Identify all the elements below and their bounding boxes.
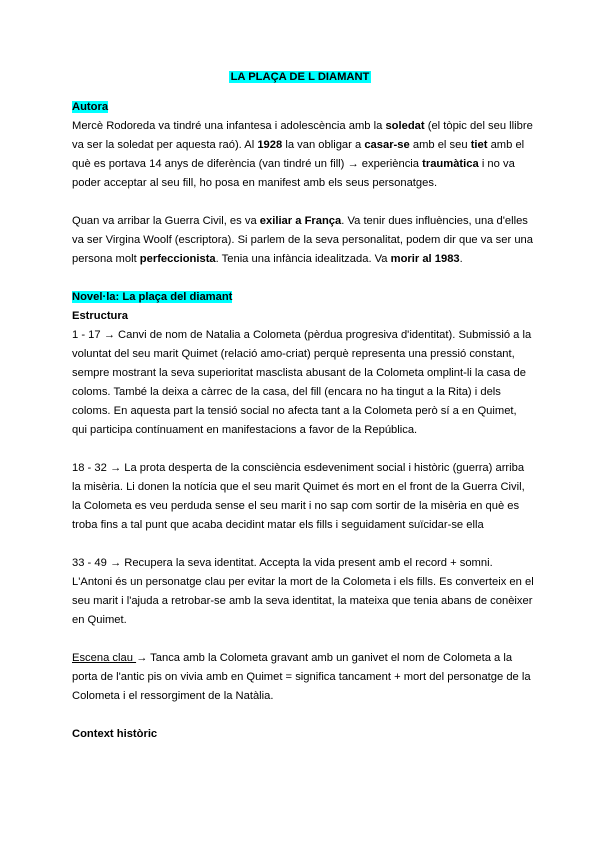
spacer [72, 440, 534, 459]
spacer [72, 193, 534, 212]
autora-paragraph-2 [72, 212, 534, 269]
bold-run: exiliar a França [259, 215, 342, 227]
spacer [72, 630, 534, 649]
bold-run: morir al 1983 [390, 253, 460, 265]
bold-run: tiet [470, 139, 488, 151]
structure-part-3: 33 - 49 → Recupera la seva identitat. Accepta la vida present amb el record + somni. L'Antoni és un personatge clau per evitar la mort de la Colometa i els fills. Es converteix en el seu marit i l'ajuda a retrobar-se amb la seva identitat, la mateixa que tenia abans de conèixer en Quimet. [72, 557, 534, 626]
section-heading-autora [72, 98, 534, 117]
text-run: i no va poder acceptar al seu fill, ho posa en manifest amb els seus personatges. [72, 158, 515, 189]
text-run: amb el seu [409, 139, 471, 151]
novella-heading-text: Novel·la: La plaça del diamant [72, 291, 233, 303]
document-title-text: LA PLAÇA DE L DIAMANT [230, 71, 370, 83]
text-run: Quan va arribar la Guerra Civil, es va [72, 215, 260, 227]
structure-part-2: 18 - 32 → La prota desperta de la consciència esdeveniment social i històric (guerra) arriba la misèria. Li donen la notícia que el seu marit Quimet és mort en el front de la Guerra Civil, la Colometa es veu perduda sense el seu marit i no sap com sortir de la misèria en què es troba fins a tal punt que acaba decidint matar els fills i seguidament suïcidar-se ella [72, 462, 525, 531]
bold-run: traumàtica [422, 158, 479, 170]
text-run: . Va tenir dues influències, una d'elles va ser Virgina Woolf (escriptora). Si parlem de la seva personalitat, podem dir que va ser una persona molt [72, 215, 533, 265]
section-heading-novella [72, 288, 534, 307]
text-run: Mercè Rodoreda va tindré una infantesa i adolescència amb la [72, 120, 386, 132]
autora-paragraph-1 [72, 117, 534, 193]
text-run: amb el què es portava 14 anys de diferència (van tindré un fill) → experiència [72, 139, 525, 170]
document-title [0, 68, 600, 87]
spacer [72, 535, 534, 554]
spacer [72, 269, 534, 288]
key-scene-label: Escena clau [72, 652, 137, 664]
bold-run: 1928 [257, 139, 283, 151]
text-run: . Tenia una infància idealitzada. Va [215, 253, 391, 265]
text-run: la van obligar a [282, 139, 365, 151]
bold-run: casar-se [364, 139, 410, 151]
key-scene-text: → Tanca amb la Colometa gravant amb un ganivet el nom de Colometa a la porta de l'antic pis on vivia amb en Quimet = significa tancament + mort del personatge de la Colometa i el ressorgiment de la Natàlia. [72, 652, 531, 702]
document-body [72, 98, 534, 744]
structure-heading: Estructura [72, 310, 128, 322]
key-scene-paragraph [72, 649, 534, 706]
bold-run: soledat [385, 120, 425, 132]
autora-heading-text: Autora [72, 101, 109, 113]
text-run: (el tòpic del seu llibre va ser la soledat per aquesta raó). Al [72, 120, 533, 151]
spacer [72, 706, 534, 725]
section-heading-context: Context històric [72, 728, 158, 740]
text-run: . [459, 253, 463, 265]
bold-run: perfeccionista [139, 253, 216, 265]
structure-part-1: 1 - 17 → Canvi de nom de Natalia a Colometa (pèrdua progresiva d'identitat). Submissió a la voluntat del seu marit Quimet (relació amo-criat) perquè representa una pressió constant, sempre mostrant la seva superioritat masclista abusant de la Colometa omplint-li la casa de coloms. També la deixa a càrrec de la casa, del fill (encara no ha tingut a la Rita) i dels coloms. En aquesta part la tensió social no afecta tant a la Colometa però sí a en Quimet, qui participa contínuament en manifestacions a favor de la República. [72, 329, 532, 436]
